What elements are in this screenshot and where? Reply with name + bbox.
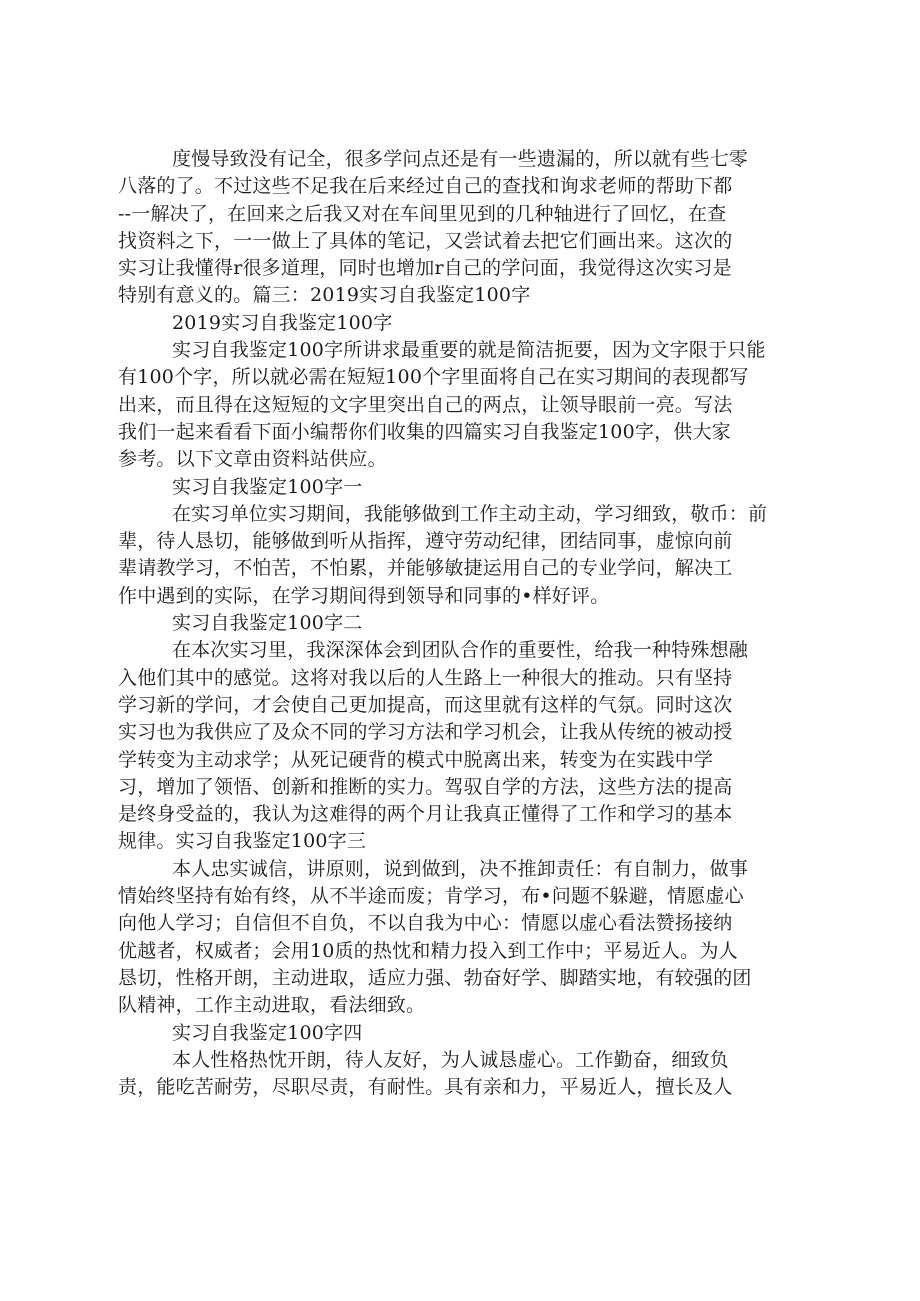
text-line: 情始终坚持有始有终，从不半途而废；肯学习，布•问题不躲避，情愿虚心 xyxy=(118,885,744,908)
text-line: 特别有意义的。篇三：2019实习自我鉴定100字 xyxy=(118,284,531,307)
text-line: 实习自我鉴定100字四 xyxy=(172,1021,363,1044)
text-line: 出来，而且得在这短短的文字里突出自己的两点，让领导眼前一亮。写法 xyxy=(118,393,733,416)
text-line: --一解决了，在回来之后我又对在车间里见到的几种轴进行了回忆，在查 xyxy=(118,202,727,225)
text-line: 在实习单位实习期间，我能够做到工作主动主动，学习细致，敬币：前 xyxy=(172,502,768,525)
text-line: 实习让我懂得r很多道理，同时也增加r自己的学问面，我觉得这次实习是 xyxy=(118,257,732,280)
text-line: 学习新的学问，才会使自己更加提高，而这里就有这样的气氛。同时这次 xyxy=(118,693,733,716)
text-line: 是终身受益的，我认为这难得的两个月让我真正懂得了工作和学习的基本 xyxy=(118,803,733,826)
text-line: 我们一起来看看下面小编帮你们收集的四篇实习自我鉴定100字，供大家 xyxy=(118,420,731,443)
text-line: 入他们其中的感觉。这将对我以后的人生路上一种很大的推动。只有坚持 xyxy=(118,666,733,689)
text-line: 优越者，权威者；会用10质的热忱和精力投入到工作中；平易近人。为人 xyxy=(118,939,738,962)
text-line: 习，增加了领悟、创新和推断的实力。驾驭自学的方法，这些方法的提高 xyxy=(118,775,733,798)
text-line: 八落的了。不过这些不足我在后来经过自己的查找和询求老师的帮助下都 xyxy=(118,175,733,198)
text-line: 向他人学习；自信但不自负，不以自我为中心：情愿以虚心看法赞扬接纳 xyxy=(118,912,733,935)
text-line: 2019实习自我鉴定100字 xyxy=(172,311,393,334)
text-line: 实习自我鉴定100字二 xyxy=(172,612,363,635)
text-line: 本人忠实诚信，讲原则，说到做到，决不推卸责任：有自制力，做事 xyxy=(172,857,749,880)
text-line: 在本次实习里，我深深体会到团队合作的重要性，给我一种特殊想融 xyxy=(172,639,749,662)
text-line: 本人性格热忱开朗，待人友好，为人诚恳虚心。工作勤奋，细致负 xyxy=(172,1048,729,1071)
text-line: 参考。以下文章由资料站供应。 xyxy=(118,448,387,471)
text-line: 找资料之下，一一做上了具体的笔记，又尝试着去把它们画出来。这次的 xyxy=(118,229,733,252)
text-line: 实习也为我供应了及众不同的学习方法和学习机会，让我从传统的被动授 xyxy=(118,721,733,744)
text-line: 恳切，性格开朗，主动进取，适应力强、勃奋好学、脚踏实地，有较强的团 xyxy=(118,966,752,989)
text-line: 规律。实习自我鉴定100字三 xyxy=(118,830,367,853)
text-line: 有100个字，所以就必需在短短100个字里面将自己在实习期间的表现都写 xyxy=(118,366,749,389)
text-line: 实习自我鉴定100字所讲求最重要的就是简洁扼要，因为文字限于只能 xyxy=(172,339,766,362)
text-line: 度慢导致没有记全，很多学问点还是有一些遗漏的，所以就有些七零 xyxy=(172,148,749,170)
text-line: 作中遇到的实际，在学习期间得到领导和同事的•样好评。 xyxy=(118,584,610,607)
text-line: 学转变为主动求学；从死记硬背的模式中脱离出来，转变为在实践中学 xyxy=(118,748,714,771)
text-line: 实习自我鉴定100字一 xyxy=(172,475,363,498)
text-line: 责，能吃苦耐劳，尽职尽责，有耐性。具有亲和力，平易近人，擅长及人 xyxy=(118,1076,733,1099)
document-body xyxy=(118,146,778,1101)
text-line: 队精神，工作主动进取，看法细致。 xyxy=(118,994,426,1017)
text-line: 辈，待人恳切，能够做到听从指挥，遵守劳动纪律，团结同事，虚惊向前 xyxy=(118,530,733,553)
text-line: 辈请教学习，不怕苦，不怕累，并能够敏捷运用自己的专业学问，解决工 xyxy=(118,557,733,580)
